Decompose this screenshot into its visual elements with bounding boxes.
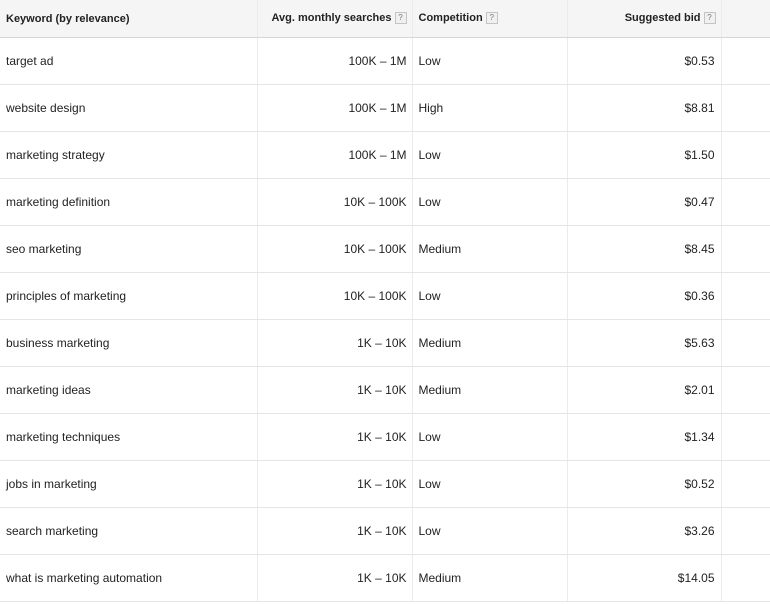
bid-cell: $0.36 <box>567 273 721 320</box>
searches-cell: 1K – 10K <box>257 320 412 367</box>
column-header-competition[interactable] <box>412 0 567 38</box>
competition-cell: Low <box>412 461 567 508</box>
column-header-keyword-label: Keyword (by relevance) <box>6 12 130 25</box>
searches-cell: 100K – 1M <box>257 132 412 179</box>
table-row <box>0 461 770 508</box>
bid-cell: $2.01 <box>567 367 721 414</box>
column-header-bid-label: Suggested bid <box>624 12 701 25</box>
table-row <box>0 85 770 132</box>
keyword-cell: target ad <box>0 38 257 85</box>
help-icon[interactable]: ? <box>486 12 498 24</box>
searches-cell: 100K – 1M <box>257 85 412 132</box>
bid-cell: $8.81 <box>567 85 721 132</box>
competition-cell: Medium <box>412 555 567 602</box>
competition-cell: Medium <box>412 367 567 414</box>
extra-cell <box>721 461 770 508</box>
competition-cell: Low <box>412 132 567 179</box>
competition-cell: Low <box>412 414 567 461</box>
competition-cell: Medium <box>412 226 567 273</box>
help-icon[interactable]: ? <box>704 12 716 24</box>
extra-cell <box>721 85 770 132</box>
extra-cell <box>721 414 770 461</box>
searches-cell: 1K – 10K <box>257 461 412 508</box>
bid-cell: $14.05 <box>567 555 721 602</box>
searches-cell: 1K – 10K <box>257 555 412 602</box>
searches-cell: 10K – 100K <box>257 179 412 226</box>
bid-cell: $0.52 <box>567 461 721 508</box>
extra-cell <box>721 179 770 226</box>
bid-cell: $0.53 <box>567 38 721 85</box>
extra-cell <box>721 38 770 85</box>
keyword-cell: marketing definition <box>0 179 257 226</box>
keyword-cell: marketing techniques <box>0 414 257 461</box>
competition-cell: Low <box>412 179 567 226</box>
bid-cell: $5.63 <box>567 320 721 367</box>
searches-cell: 10K – 100K <box>257 226 412 273</box>
column-header-searches[interactable] <box>257 0 412 38</box>
keyword-cell: website design <box>0 85 257 132</box>
keyword-cell: business marketing <box>0 320 257 367</box>
table-row <box>0 132 770 179</box>
column-header-extra <box>721 0 770 38</box>
keyword-cell: what is marketing automation <box>0 555 257 602</box>
searches-cell: 1K – 10K <box>257 508 412 555</box>
extra-cell <box>721 367 770 414</box>
help-icon[interactable]: ? <box>395 12 407 24</box>
table-row <box>0 320 770 367</box>
searches-cell: 100K – 1M <box>257 38 412 85</box>
competition-cell: Low <box>412 508 567 555</box>
keyword-cell: marketing ideas <box>0 367 257 414</box>
keyword-cell: seo marketing <box>0 226 257 273</box>
extra-cell <box>721 273 770 320</box>
table-row <box>0 367 770 414</box>
table-row <box>0 555 770 602</box>
column-header-searches-label: Avg. monthly searches <box>271 12 392 25</box>
table-row <box>0 38 770 85</box>
searches-cell: 1K – 10K <box>257 367 412 414</box>
searches-cell: 10K – 100K <box>257 273 412 320</box>
table-row <box>0 226 770 273</box>
competition-cell: Low <box>412 273 567 320</box>
searches-cell: 1K – 10K <box>257 414 412 461</box>
competition-cell: High <box>412 85 567 132</box>
extra-cell <box>721 320 770 367</box>
table-row <box>0 179 770 226</box>
header-row <box>0 0 770 38</box>
bid-cell: $1.50 <box>567 132 721 179</box>
extra-cell <box>721 555 770 602</box>
table-row <box>0 414 770 461</box>
bid-cell: $3.26 <box>567 508 721 555</box>
keyword-cell: search marketing <box>0 508 257 555</box>
extra-cell <box>721 132 770 179</box>
extra-cell <box>721 508 770 555</box>
bid-cell: $8.45 <box>567 226 721 273</box>
competition-cell: Medium <box>412 320 567 367</box>
keyword-cell: marketing strategy <box>0 132 257 179</box>
table-row <box>0 273 770 320</box>
column-header-keyword[interactable] <box>0 0 257 38</box>
keyword-cell: principles of marketing <box>0 273 257 320</box>
table-body <box>0 38 770 602</box>
bid-cell: $0.47 <box>567 179 721 226</box>
bid-cell: $1.34 <box>567 414 721 461</box>
column-header-competition-label: Competition <box>418 12 483 25</box>
column-header-bid[interactable] <box>567 0 721 38</box>
keyword-cell: jobs in marketing <box>0 461 257 508</box>
competition-cell: Low <box>412 38 567 85</box>
extra-cell <box>721 226 770 273</box>
table-header <box>0 0 770 38</box>
table-row <box>0 508 770 555</box>
